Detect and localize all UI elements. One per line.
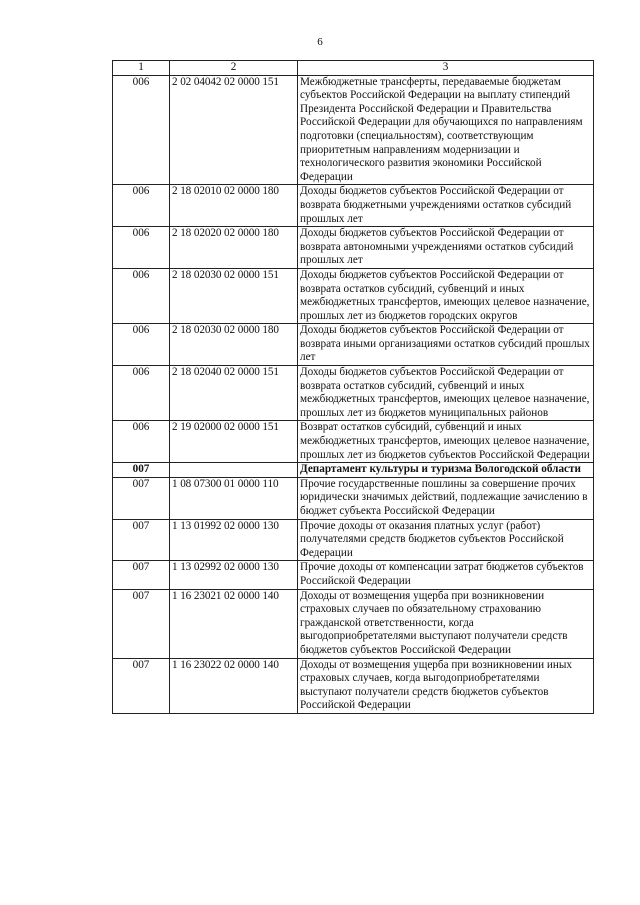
revenue-name-cell: Доходы от возмещения ущерба при возникновении иных страховых случаев, когда выгодоприобретателями выступают получатели средств бюджетов субъектов Российской Федерации xyxy=(298,658,594,713)
admin-code-cell: 006 xyxy=(113,366,170,421)
admin-code-cell: 007 xyxy=(113,519,170,561)
table-row xyxy=(113,561,594,589)
revenue-name-cell: Межбюджетные трансферты, передаваемые бюджетам субъектов Российской Федерации на выплату стипендий Президента Российской Федерации и Правительства Российской Федерации для обучающихся по направлениям подготовки (специальностям), соответствующим приоритетным направлениям модернизации и технологического развития экономики Российской Федерации xyxy=(298,75,594,185)
budget-class-code-cell: 1 16 23021 02 0000 140 xyxy=(170,589,298,658)
department-header-row xyxy=(113,463,594,478)
table-row xyxy=(113,477,594,519)
admin-code-cell: 007 xyxy=(113,658,170,713)
admin-code-cell: 007 xyxy=(113,463,170,478)
table-row xyxy=(113,589,594,658)
budget-class-code-cell: 2 18 02010 02 0000 180 xyxy=(170,185,298,227)
budget-codes-table xyxy=(112,60,594,714)
revenue-name-cell: Прочие государственные пошлины за совершение прочих юридически значимых действий, подлежащие зачислению в бюджет субъекта Российской Федерации xyxy=(298,477,594,519)
budget-class-code-cell: 2 18 02030 02 0000 151 xyxy=(170,268,298,323)
budget-class-code-cell: 2 18 02020 02 0000 180 xyxy=(170,227,298,269)
table-row xyxy=(113,185,594,227)
table-row xyxy=(113,268,594,323)
admin-code-cell: 006 xyxy=(113,75,170,185)
admin-code-cell: 006 xyxy=(113,324,170,366)
admin-code-cell: 006 xyxy=(113,421,170,463)
table-header-row xyxy=(113,61,594,76)
table-row xyxy=(113,519,594,561)
revenue-name-cell: Возврат остатков субсидий, субвенций и иных межбюджетных трансфертов, имеющих целевое назначение, прошлых лет из бюджетов субъектов Российской Федерации xyxy=(298,421,594,463)
admin-code-cell: 006 xyxy=(113,227,170,269)
admin-code-cell: 007 xyxy=(113,589,170,658)
budget-class-code-cell: 2 18 02030 02 0000 180 xyxy=(170,324,298,366)
table-row xyxy=(113,658,594,713)
table-row xyxy=(113,75,594,185)
column-header-2: 2 xyxy=(170,61,298,76)
revenue-name-cell: Прочие доходы от оказания платных услуг (работ) получателями средств бюджетов субъектов Российской Федерации xyxy=(298,519,594,561)
budget-class-code-cell: 2 18 02040 02 0000 151 xyxy=(170,366,298,421)
table-row xyxy=(113,366,594,421)
revenue-name-cell: Доходы бюджетов субъектов Российской Федерации от возврата остатков субсидий, субвенций и иных межбюджетных трансфертов, имеющих целевое назначение, прошлых лет из бюджетов городских округов xyxy=(298,268,594,323)
table-row xyxy=(113,324,594,366)
revenue-name-cell: Доходы от возмещения ущерба при возникновении страховых случаев по обязательному страхованию гражданской ответственности, когда выгодоприобретателями выступают получатели средств бюджетов субъектов Российской Федерации xyxy=(298,589,594,658)
budget-class-code-cell: 2 19 02000 02 0000 151 xyxy=(170,421,298,463)
revenue-name-cell: Прочие доходы от компенсации затрат бюджетов субъектов Российской Федерации xyxy=(298,561,594,589)
admin-code-cell: 007 xyxy=(113,561,170,589)
admin-code-cell: 006 xyxy=(113,185,170,227)
column-header-1: 1 xyxy=(113,61,170,76)
revenue-name-cell: Доходы бюджетов субъектов Российской Федерации от возврата бюджетными учреждениями остатков субсидий прошлых лет xyxy=(298,185,594,227)
revenue-name-cell: Доходы бюджетов субъектов Российской Федерации от возврата автономными учреждениями остатков субсидий прошлых лет xyxy=(298,227,594,269)
revenue-name-cell: Доходы бюджетов субъектов Российской Федерации от возврата остатков субсидий, субвенций и иных межбюджетных трансфертов, имеющих целевое назначение, прошлых лет из бюджетов муниципальных районов xyxy=(298,366,594,421)
table-row xyxy=(113,421,594,463)
column-header-3: 3 xyxy=(298,61,594,76)
budget-class-code-cell: 1 08 07300 01 0000 110 xyxy=(170,477,298,519)
budget-class-code-cell xyxy=(170,463,298,478)
admin-code-cell: 007 xyxy=(113,477,170,519)
table-row xyxy=(113,227,594,269)
page-number: 6 xyxy=(317,36,323,48)
budget-class-code-cell: 1 13 01992 02 0000 130 xyxy=(170,519,298,561)
budget-class-code-cell: 2 02 04042 02 0000 151 xyxy=(170,75,298,185)
revenue-name-cell: Доходы бюджетов субъектов Российской Федерации от возврата иными организациями остатков субсидий прошлых лет xyxy=(298,324,594,366)
admin-code-cell: 006 xyxy=(113,268,170,323)
budget-class-code-cell: 1 13 02992 02 0000 130 xyxy=(170,561,298,589)
budget-class-code-cell: 1 16 23022 02 0000 140 xyxy=(170,658,298,713)
department-name-cell: Департамент культуры и туризма Вологодской области xyxy=(298,463,594,478)
